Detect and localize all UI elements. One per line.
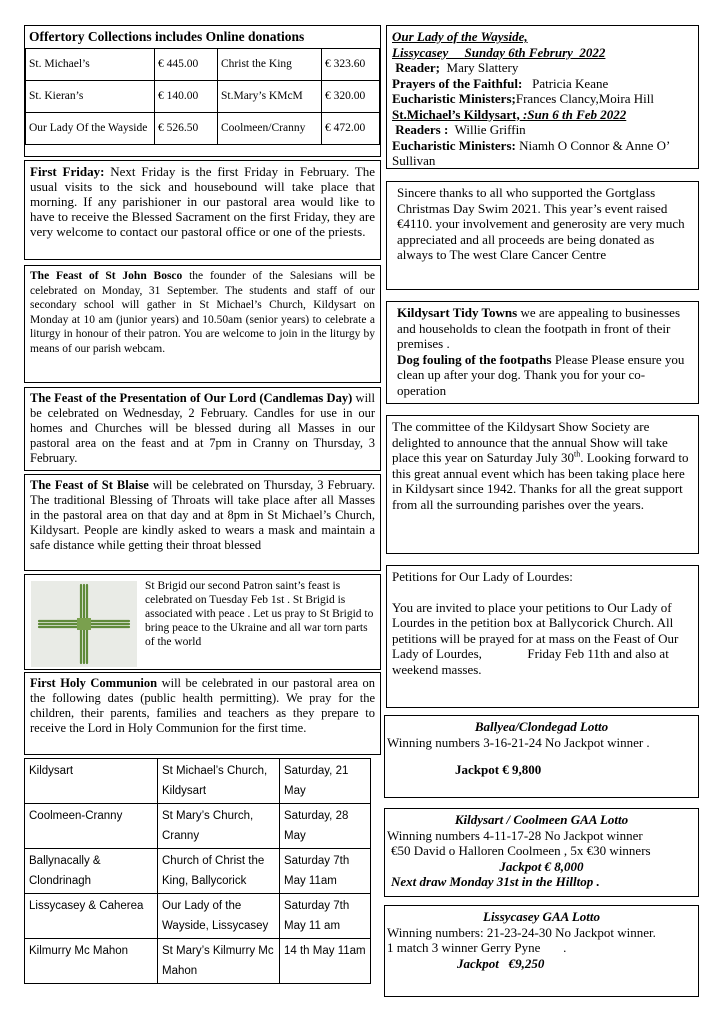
table-row <box>25 849 371 894</box>
offertory-church: St.Mary’s KMcM <box>218 81 322 113</box>
gaa-numbers: Winning numbers 4-11-17-28 No Jackpot winner <box>387 827 643 843</box>
lissycasey-lotto-box <box>384 905 699 997</box>
offertory-amount: € 472.00 <box>322 113 380 145</box>
communion-date: Saturday, 21 May <box>280 759 371 804</box>
communion-table-wrap <box>24 758 371 984</box>
michaels-readers <box>392 122 693 138</box>
swim-box <box>386 181 699 290</box>
reader-name: Mary Slattery <box>440 60 519 75</box>
table-row <box>25 759 371 804</box>
communion-church: St Mary’s Church, Cranny <box>158 804 280 849</box>
blaise-text: will be celebrated on Thursday, 3 February. The traditional Blessing of Throats will take place after all Masses in the pastoral area on that day and at 8pm in St Michael’s Church, Kildysart. People are kindly asked to wears a mask and maintain a safe distance while getting their throat blessed <box>30 478 375 552</box>
michaels-heading <box>392 107 693 123</box>
gaa-lotto-box <box>384 808 699 897</box>
offertory-church: Our Lady Of the Wayside <box>26 113 155 145</box>
candlemas-heading: The Feast of the Presentation of Our Lord (Candlemas Day) <box>30 391 353 405</box>
euch-label: Eucharistic Ministers; <box>392 91 516 106</box>
lissy-jackpot: Jackpot €9,250 <box>457 955 545 971</box>
table-row <box>25 804 371 849</box>
communion-church: Church of Christ the King, Ballycorick <box>158 849 280 894</box>
reader-label: Reader; <box>395 60 441 75</box>
communion-date: Saturday, 28 May <box>280 804 371 849</box>
tidy-towns-box <box>386 301 699 404</box>
communion-date: Saturday 7th May 11 am <box>280 894 371 939</box>
john-bosco-box <box>24 265 381 383</box>
gaa-next-draw: Next draw Monday 31st in the Hilltop . <box>391 874 600 889</box>
show-sup: th <box>573 449 581 459</box>
communion-parish: Ballynacally & Clondrinagh <box>25 849 158 894</box>
communion-text: will be celebrated in our pastoral area on the following dates (public health permitting). We pray for the children, their parents, families and teachers as they prepare to receive the Lord in Holy Communion for the first time. <box>30 676 375 735</box>
prayers-name: Patricia Keane <box>522 75 609 91</box>
ballyea-title: Ballyea/Clondegad Lotto <box>474 719 609 734</box>
wayside-euch <box>392 91 693 107</box>
offertory-amount: € 445.00 <box>155 49 218 81</box>
michaels-date: :Sun 6 th Feb 2022 <box>519 106 627 122</box>
readers-label: Readers : <box>395 122 449 137</box>
offertory-table <box>25 48 380 145</box>
ballyea-numbers: Winning numbers 3-16-21-24 No Jackpot winner . <box>387 734 650 750</box>
offertory-amount: € 323.60 <box>322 49 380 81</box>
blaise-box <box>24 474 381 571</box>
dog-fouling-heading: Dog fouling of the footpaths <box>397 351 552 367</box>
michaels-title: St.Michael’s Kildysart, <box>392 106 520 122</box>
euch-names: Frances Clancy,Moira Hill <box>515 91 654 106</box>
brigid-box <box>24 574 381 670</box>
communion-church: St Michael’s Church, Kildysart <box>158 759 280 804</box>
communion-church: Our Lady of the Wayside, Lissycasey <box>158 894 280 939</box>
communion-church: St Mary’s Kilmurry Mc Mahon <box>158 939 280 984</box>
communion-parish: Kildysart <box>25 759 158 804</box>
swim-text: Sincere thanks to all who supported the Gortglass Christmas Day Swim 2021. This year’s event raised €4110. your involvement and generosity are very much appreciated and all proceeds are being donated as always to The west Clare Cancer Centre <box>397 185 685 262</box>
communion-date: Saturday 7th May 11am <box>280 849 371 894</box>
show-box <box>386 415 699 554</box>
candlemas-text: will be celebrated on Wednesday, 2 February. Candles for use in our homes and Churches will be blessed during all Masses in our pastoral area on the feast and at 7pm in Cranny on Thursday, 3 February. <box>30 391 375 465</box>
offertory-church: Christ the King <box>218 49 322 81</box>
wayside-prayers <box>392 76 693 92</box>
dog-fouling-text: Please Please ensure you clean up after your dog. Thank you for your co-operation <box>397 351 685 398</box>
offertory-amount: € 320.00 <box>322 81 380 113</box>
gaa-winners: €50 David o Halloren Coolmeen , 5x €30 winners <box>391 843 651 858</box>
lissy-numbers: Winning numbers: 21-23-24-30 No Jackpot winner. <box>387 924 656 940</box>
gaa-title: Kildysart / Coolmeen GAA Lotto <box>454 812 629 827</box>
euch2-names: Niamh O Connor & Anne O’ Sullivan <box>392 137 670 168</box>
offertory-amount: € 140.00 <box>155 81 218 113</box>
table-row <box>25 894 371 939</box>
first-friday-heading: First Friday: <box>30 164 105 179</box>
blaise-heading: The Feast of St Blaise <box>30 478 149 492</box>
tidy-heading: Kildysart Tidy Towns <box>397 305 518 320</box>
offertory-church: St. Kieran’s <box>26 81 155 113</box>
offertory-amount: € 526.50 <box>155 113 218 145</box>
brigid-text: St Brigid our second Patron saint’s feast is celebrated on Tuesday Feb 1st . St Brigid is associated with peace . Let us pray to St Brigid to bring peace to the Ukraine and all war torn parts of the world <box>145 580 374 648</box>
wayside-box <box>386 25 699 169</box>
wayside-date: Lissycasey Sunday 6th Februry 2022 <box>392 44 606 60</box>
offertory-church: St. Michael’s <box>26 49 155 81</box>
gaa-jackpot: Jackpot € 8,000 <box>499 858 584 874</box>
communion-parish: Coolmeen-Cranny <box>25 804 158 849</box>
communion-box <box>24 672 381 755</box>
wayside-title: Our Lady of the Wayside, <box>392 29 528 44</box>
lourdes-text: You are invited to place your petitions to Our Lady of Lourdes in the petition box at Ballycorick Church. All petitions will be prayed for at mass on the Feast of Our Lady of Lourdes, Friday Feb 11th and also at weekend masses. <box>392 599 682 677</box>
michaels-euch <box>392 138 693 169</box>
ballyea-jackpot: Jackpot € 9,800 <box>455 762 542 777</box>
offertory-title: Offertory Collections includes Online donations <box>29 29 305 44</box>
offertory-church: Coolmeen/Cranny <box>218 113 322 145</box>
table-row <box>26 49 380 81</box>
brigid-cross-image <box>31 581 137 667</box>
communion-parish: Lissycasey & Caherea <box>25 894 158 939</box>
table-row <box>25 939 371 984</box>
john-bosco-heading: The Feast of St John Bosco <box>30 270 183 282</box>
ballyea-lotto-box <box>384 715 699 798</box>
euch2-label: Eucharistic Ministers: <box>392 137 516 153</box>
table-row <box>26 113 380 145</box>
communion-parish: Kilmurry Mc Mahon <box>25 939 158 984</box>
table-row <box>26 81 380 113</box>
tidy-text: we are appealing to businesses and households to clean the footpath in front of their premises . <box>397 305 680 351</box>
lissy-title: Lissycasey GAA Lotto <box>483 909 600 924</box>
candlemas-box <box>24 387 381 471</box>
john-bosco-text: the founder of the Salesians will be celebrated on Monday, 31 September. The students and staff of our secondary school will gather in St Michael’s Church, Kildysart on Monday at 10 am (junior years) and 10.50am (senior years) to celebrate a liturgy in honour of their patron. You are welcome to join in the liturgy by means of our parish webcam. <box>30 270 375 355</box>
prayers-label: Prayers of the Faithful: <box>392 75 523 91</box>
lissy-winner: 1 match 3 winner Gerry Pyne . <box>387 940 567 955</box>
offertory-box <box>24 25 381 157</box>
first-friday-text: Next Friday is the first Friday in February. The usual visits to the sick and housebound will take place that morning. If any parishioner in our pastoral area would like to have to receive the Blessed Sacrament on the first Friday, they are very welcome to contact our pastoral office or one of the priests. <box>30 164 376 239</box>
communion-heading: First Holy Communion <box>30 676 158 690</box>
communion-date: 14 th May 11am <box>280 939 371 984</box>
lourdes-box <box>386 565 699 708</box>
communion-table <box>24 758 371 984</box>
readers-name: Willie Griffin <box>448 122 526 137</box>
first-friday-box <box>24 160 381 260</box>
show-text-cont: . Looking forward to this great annual event which has been taking place here in Kildysart since 1942. Thanks for all the great support from all the surrounding parishes over the years. <box>392 450 689 512</box>
lourdes-title: Petitions for Our Lady of Lourdes: <box>392 569 573 584</box>
wayside-reader <box>392 60 693 76</box>
show-text: The committee of the Kildysart Show Society are delighted to announce that the annual Show will take place this year on Saturday July 30 <box>392 419 668 465</box>
